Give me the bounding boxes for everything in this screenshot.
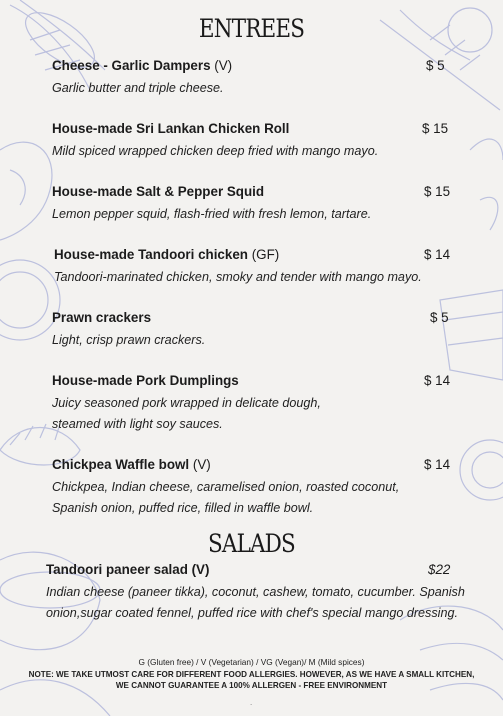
item-price: $ 5 — [430, 310, 449, 325]
item-price: $22 — [428, 562, 451, 577]
item-name: Prawn crackers — [52, 310, 152, 325]
item-name: House-made Pork Dumplings — [52, 373, 239, 388]
item-description: steamed with light soy sauces. — [52, 417, 223, 431]
menu-item — [52, 310, 449, 351]
item-description: Garlic butter and triple cheese. — [52, 81, 224, 95]
item-price: $ 15 — [424, 184, 451, 199]
section-title-entrees: ENTREES — [198, 14, 305, 43]
item-description: Lemon pepper squid, flash-fried with fresh lemon, tartare. — [52, 207, 372, 221]
item-name: House-made Salt & Pepper Squid — [52, 184, 265, 199]
item-price: $ 15 — [422, 121, 449, 136]
allergen-note-line1: NOTE: WE TAKE UTMOST CARE FOR DIFFERENT FOOD ALLERGIES. HOWEVER, AS WE HAVE A SMALL KITCHEN, — [28, 669, 475, 679]
page-dot: . — [250, 698, 253, 707]
menu-item — [52, 184, 451, 225]
menu-item — [46, 562, 465, 624]
item-name: House-made Tandoori chicken (GF) — [54, 247, 280, 262]
item-description: Chickpea, Indian cheese, caramelised onion, roasted coconut, — [52, 480, 400, 494]
item-description: Mild spiced wrapped chicken deep fried with mango mayo. — [52, 144, 379, 158]
item-description: Spanish onion, puffed rice, filled in waffle bowl. — [52, 501, 314, 515]
dietary-legend: G (Gluten free) / V (Vegetarian) / VG (Vegan)/ M (Mild spices) — [138, 657, 365, 667]
menu-item — [54, 247, 451, 288]
item-price: $ 14 — [424, 457, 451, 472]
item-price: $ 5 — [426, 58, 445, 73]
menu-item — [52, 121, 449, 162]
item-name: Cheese - Garlic Dampers (V) — [52, 58, 233, 73]
menu-item — [52, 373, 451, 435]
item-description: Juicy seasoned pork wrapped in delicate dough, — [52, 396, 321, 410]
allergen-note-line2: WE CANNOT GUARANTEE A 100% ALLERGEN - FREE ENVIRONMENT — [115, 681, 388, 690]
item-price: $ 14 — [424, 247, 451, 262]
item-name: Chickpea Waffle bowl (V) — [52, 457, 211, 472]
menu-item — [52, 58, 445, 99]
menu-item — [52, 457, 451, 519]
item-name: House-made Sri Lankan Chicken Roll — [52, 121, 290, 136]
item-description: Indian cheese (paneer tikka), coconut, cashew, tomato, cucumber. Spanish — [46, 585, 465, 599]
item-description: Light, crisp prawn crackers. — [52, 333, 206, 347]
allergen-footer — [0, 657, 503, 692]
item-description: Tandoori-marinated chicken, smoky and tender with mango mayo. — [54, 270, 422, 284]
item-description: onion,sugar coated fennel, puffed rice with chef's special mango dressing. — [46, 606, 458, 620]
item-price: $ 14 — [424, 373, 451, 388]
section-title-salads: SALADS — [208, 529, 295, 558]
item-name: Tandoori paneer salad (V) — [46, 562, 210, 577]
